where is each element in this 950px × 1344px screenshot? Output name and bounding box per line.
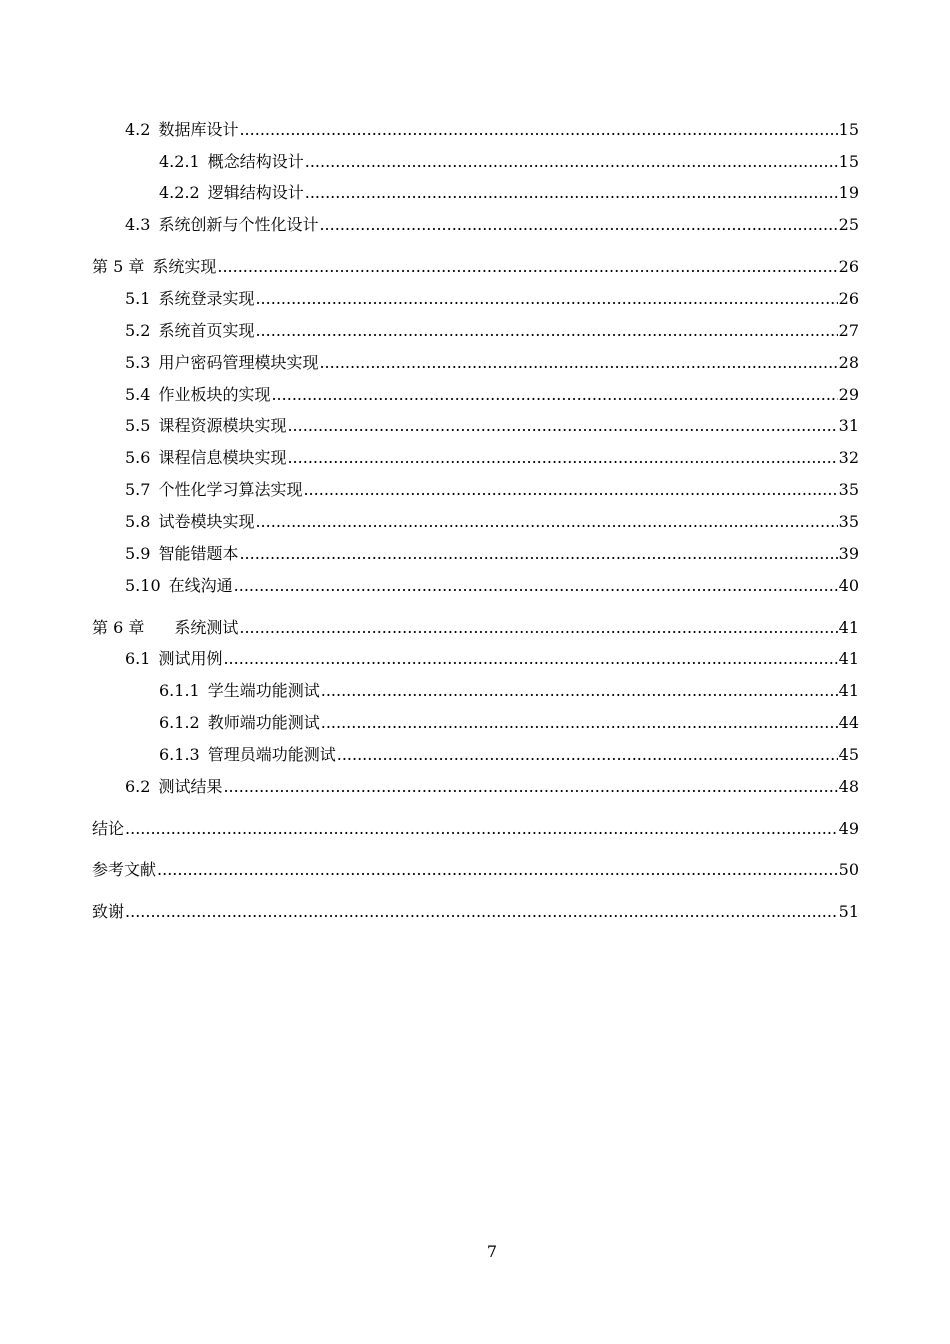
toc-entry-page: 39 <box>838 544 859 563</box>
toc-leader-dots <box>223 775 837 799</box>
toc-entry-number: 6.1 <box>125 649 151 668</box>
toc-entry-number: 4.2.1 <box>159 152 200 171</box>
toc-entry-title: 用户密码管理模块实现 <box>158 353 319 372</box>
toc-entry-title: 作业板块的实现 <box>158 385 271 404</box>
toc-entry-title: 个性化学习算法实现 <box>158 480 303 499</box>
toc-leader-dots <box>125 817 838 841</box>
toc-entry-title: 系统首页实现 <box>158 321 255 340</box>
toc-entry-title: 智能错题本 <box>158 544 239 563</box>
toc-entry-title: 逻辑结构设计 <box>207 183 304 202</box>
toc-entry-page: 41 <box>838 618 859 637</box>
page-number: 7 <box>486 1242 498 1261</box>
toc-entry[interactable] <box>92 510 859 534</box>
toc-entry[interactable] <box>92 743 859 767</box>
toc-entry-number: 5.4 <box>125 385 151 404</box>
toc-entry-page: 50 <box>838 860 859 879</box>
toc-entry[interactable] <box>92 150 859 174</box>
toc-leader-dots <box>223 647 837 671</box>
toc-entry[interactable] <box>92 679 859 703</box>
toc-entry-page: 41 <box>838 649 859 668</box>
toc-entry-page: 45 <box>838 745 859 764</box>
toc-entry-page: 51 <box>838 902 859 921</box>
toc-leader-dots <box>271 383 837 407</box>
toc-entry-page: 48 <box>838 777 859 796</box>
toc-entry-title: 系统登录实现 <box>158 289 255 308</box>
toc-entry-page: 25 <box>838 215 859 234</box>
toc-entry-number: 第 6 章 <box>92 618 145 637</box>
toc-leader-dots <box>321 711 838 735</box>
toc-entry-number: 4.3 <box>125 215 151 234</box>
toc-leader-dots <box>305 150 838 174</box>
toc-entry-page: 26 <box>838 257 859 276</box>
toc-leader-dots <box>239 542 837 566</box>
toc-entry[interactable] <box>92 711 859 735</box>
toc-entry[interactable] <box>92 383 859 407</box>
toc-entry-title: 管理员端功能测试 <box>207 745 336 764</box>
toc-leader-dots <box>255 319 837 343</box>
toc-entry-number: 5.7 <box>125 480 151 499</box>
toc-entry-number: 4.2 <box>125 120 151 139</box>
toc-entry-page: 41 <box>838 681 859 700</box>
toc-leader-dots <box>239 118 837 142</box>
toc-entry[interactable] <box>92 858 859 882</box>
toc-entry-number: 5.3 <box>125 353 151 372</box>
toc-entry-page: 28 <box>838 353 859 372</box>
toc-entry-title: 系统测试 <box>174 618 239 637</box>
toc-entry-page: 29 <box>838 385 859 404</box>
toc-entry-title: 概念结构设计 <box>207 152 304 171</box>
toc-entry[interactable] <box>92 647 859 671</box>
toc-entry-page: 27 <box>838 321 859 340</box>
toc-entry[interactable] <box>92 118 859 142</box>
toc-entry-number: 4.2.2 <box>159 183 200 202</box>
toc-entry-title: 数据库设计 <box>158 120 239 139</box>
toc-entry-number: 第 5 章 <box>92 257 145 276</box>
toc-entry-page: 35 <box>838 512 859 531</box>
toc-entry-page: 40 <box>838 576 859 595</box>
toc-leader-dots <box>321 679 838 703</box>
toc-entry-title: 测试用例 <box>158 649 223 668</box>
toc-entry[interactable] <box>92 775 859 799</box>
toc-entry[interactable] <box>92 213 859 237</box>
toc-entry[interactable] <box>92 181 859 205</box>
toc-entry-page: 15 <box>838 152 859 171</box>
toc-entry-number: 5.9 <box>125 544 151 563</box>
toc-entry[interactable] <box>92 574 859 598</box>
toc-leader-dots <box>287 446 837 470</box>
toc-leader-dots <box>255 287 837 311</box>
toc-entry-page: 15 <box>838 120 859 139</box>
toc-entry[interactable] <box>92 414 859 438</box>
toc-entry-number: 5.6 <box>125 448 151 467</box>
toc-entry-title: 学生端功能测试 <box>207 681 320 700</box>
toc-entry-title: 参考文献 <box>92 860 157 879</box>
toc-leader-dots <box>305 181 838 205</box>
toc-entry-page: 26 <box>838 289 859 308</box>
toc-entry[interactable] <box>92 287 859 311</box>
toc-entry[interactable] <box>92 817 859 841</box>
toc-entry-title: 课程资源模块实现 <box>158 416 287 435</box>
toc-entry-page: 19 <box>838 183 859 202</box>
toc-entry-title: 教师端功能测试 <box>207 713 320 732</box>
toc-entry-title: 试卷模块实现 <box>158 512 255 531</box>
toc-leader-dots <box>125 900 838 924</box>
toc-leader-dots <box>287 414 837 438</box>
toc-entry[interactable] <box>92 351 859 375</box>
toc-entry[interactable] <box>92 478 859 502</box>
toc-leader-dots <box>303 478 837 502</box>
toc-entry[interactable] <box>92 900 859 924</box>
toc-entry-title: 致谢 <box>92 902 125 921</box>
toc-entry-title: 测试结果 <box>158 777 223 796</box>
toc-entry[interactable] <box>92 446 859 470</box>
toc-entry-number: 5.2 <box>125 321 151 340</box>
toc-entry-number: 5.1 <box>125 289 151 308</box>
toc-leader-dots <box>239 616 837 640</box>
toc-entry-title: 结论 <box>92 819 125 838</box>
toc-leader-dots <box>319 351 837 375</box>
toc-entry-page: 49 <box>838 819 859 838</box>
toc-entry[interactable] <box>92 542 859 566</box>
toc-entry-number: 6.1.2 <box>159 713 200 732</box>
toc-entry-page: 44 <box>838 713 859 732</box>
toc-entry[interactable] <box>92 255 859 279</box>
toc-leader-dots <box>217 255 837 279</box>
toc-entry-page: 31 <box>838 416 859 435</box>
toc-entry-number: 5.5 <box>125 416 151 435</box>
toc-leader-dots <box>319 213 837 237</box>
toc-entry[interactable] <box>92 616 859 640</box>
toc-leader-dots <box>234 574 838 598</box>
toc-entry-number: 6.2 <box>125 777 151 796</box>
toc-entry[interactable] <box>92 319 859 343</box>
toc-entry-title: 在线沟通 <box>168 576 233 595</box>
toc-entry-number: 6.1.3 <box>159 745 200 764</box>
toc-entry-title: 系统实现 <box>152 257 217 276</box>
toc-entry-page: 32 <box>838 448 859 467</box>
toc-entry-title: 课程信息模块实现 <box>158 448 287 467</box>
toc-entry-number: 5.10 <box>125 576 161 595</box>
toc-leader-dots <box>255 510 837 534</box>
toc-entry-number: 6.1.1 <box>159 681 200 700</box>
toc-entry-page: 35 <box>838 480 859 499</box>
toc-entry-number: 5.8 <box>125 512 151 531</box>
toc-leader-dots <box>337 743 838 767</box>
toc-entry-title: 系统创新与个性化设计 <box>158 215 319 234</box>
toc-leader-dots <box>157 858 838 882</box>
